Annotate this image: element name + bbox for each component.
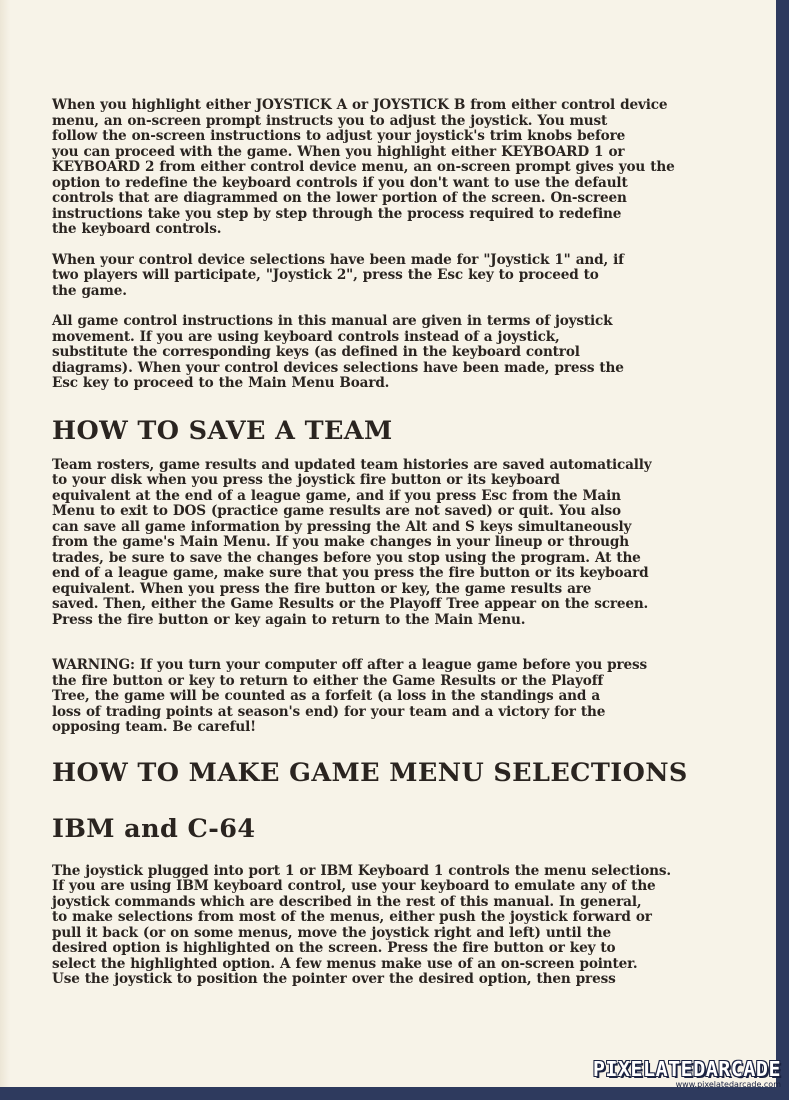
watermark-url: www.pixelatedarcade.com (675, 1080, 781, 1089)
text-line: to your disk when you press the joystick fire button or its keyboard (52, 472, 560, 488)
text-line: controls that are diagrammed on the lower portion of the screen. On-screen (52, 190, 627, 206)
text-line: movement. If you are using keyboard controls instead of a joystick, (52, 328, 560, 345)
text-line: Use the joystick to position the pointer over the desired option, then press (52, 971, 616, 987)
text-line: two players will participate, "Joystick 2", press the Esc key to proceed to (52, 267, 599, 283)
text-line: the keyboard controls. (52, 221, 222, 237)
text-line: The joystick plugged into port 1 or IBM Keyboard 1 controls the menu selections. (52, 862, 671, 879)
text-line: WARNING: If you turn your computer off after a league game before you press (52, 657, 648, 673)
text-line: end of a league game, make sure that you press the fire button or its keyboard (52, 565, 649, 581)
text-line: Menu to exit to DOS (practice game results are not saved) or quit. You also (52, 503, 621, 519)
background-right-edge (776, 0, 789, 1100)
text-line: KEYBOARD 2 from either control device menu, an on-screen prompt gives you the (52, 159, 675, 175)
text-line: from the game's Main Menu. If you make changes in your lineup or through (52, 534, 629, 550)
text-line: If you are using IBM keyboard control, use your keyboard to emulate any of the (52, 878, 656, 894)
text-line: menu, an on-screen prompt instructs you to adjust the joystick. You must (52, 112, 608, 129)
heading-ibm-c64: IBM and C-64 (52, 813, 256, 844)
text-line: saved. Then, either the Game Results or the Playoff Tree appear on the screen. (52, 596, 649, 612)
text-line: follow the on-screen instructions to adjust your joystick's trim knobs before (52, 128, 626, 144)
heading-menu-selections: HOW TO MAKE GAME MENU SELECTIONS (52, 757, 688, 788)
paragraph-menu-instructions (52, 864, 732, 988)
text-line: pull it back (or on some menus, move the joystick right and left) until the (52, 924, 611, 941)
text-line: opposing team. Be careful! (52, 719, 256, 735)
watermark-logo: PIXELATEDARCADE (592, 1057, 781, 1081)
text-line: substitute the corresponding keys (as defined in the keyboard control (52, 344, 580, 360)
text-line: Tree, the game will be counted as a forfeit (a loss in the standings and a (52, 688, 601, 704)
text-line: loss of trading points at season's end) for your team and a victory for the (52, 703, 606, 720)
paragraph-control-devices (52, 98, 732, 238)
text-line: can save all game information by pressing the Alt and S keys simultaneously (52, 518, 632, 535)
text-line: equivalent. When you press the fire button or key, the game results are (52, 580, 592, 597)
paragraph-keyboard-controls (52, 314, 732, 392)
text-line: equivalent at the end of a league game, and if you press Esc from the Main (52, 487, 621, 504)
paragraph-joystick-selection (52, 253, 732, 300)
background-bottom-edge (0, 1087, 789, 1100)
text-line: select the highlighted option. A few menus make use of an on-screen pointer. (52, 955, 638, 972)
text-line: All game control instructions in this manual are given in terms of joystick (52, 313, 613, 329)
text-line: you can proceed with the game. When you highlight either KEYBOARD 1 or (52, 143, 625, 160)
text-line: the game. (52, 282, 127, 299)
paragraph-save-team (52, 458, 732, 629)
text-line: instructions take you step by step through the process required to redefine (52, 205, 622, 222)
text-line: Team rosters, game results and updated team histories are saved automatically (52, 456, 652, 473)
text-line: joystick commands which are described in the rest of this manual. In general, (52, 893, 642, 910)
text-line: the fire button or key to return to either the Game Results or the Playoff (52, 672, 604, 689)
heading-save-team: HOW TO SAVE A TEAM (52, 415, 393, 446)
text-line: Press the fire button or key again to return to the Main Menu. (52, 611, 526, 628)
text-line: diagrams). When your control devices selections have been made, press the (52, 359, 624, 376)
text-line: option to redefine the keyboard controls if you don't want to use the default (52, 174, 628, 191)
text-line: desired option is highlighted on the screen. Press the fire button or key to (52, 940, 616, 956)
text-line: trades, be sure to save the changes before you stop using the program. At the (52, 549, 641, 566)
text-line: When your control device selections have been made for "Joystick 1" and, if (52, 251, 624, 268)
text-line: to make selections from most of the menus, either push the joystick forward or (52, 909, 652, 925)
page-content (52, 98, 732, 988)
paragraph-warning (52, 658, 732, 736)
text-line: Esc key to proceed to the Main Menu Board. (52, 375, 390, 391)
text-line: When you highlight either JOYSTICK A or JOYSTICK B from either control device (52, 97, 668, 113)
